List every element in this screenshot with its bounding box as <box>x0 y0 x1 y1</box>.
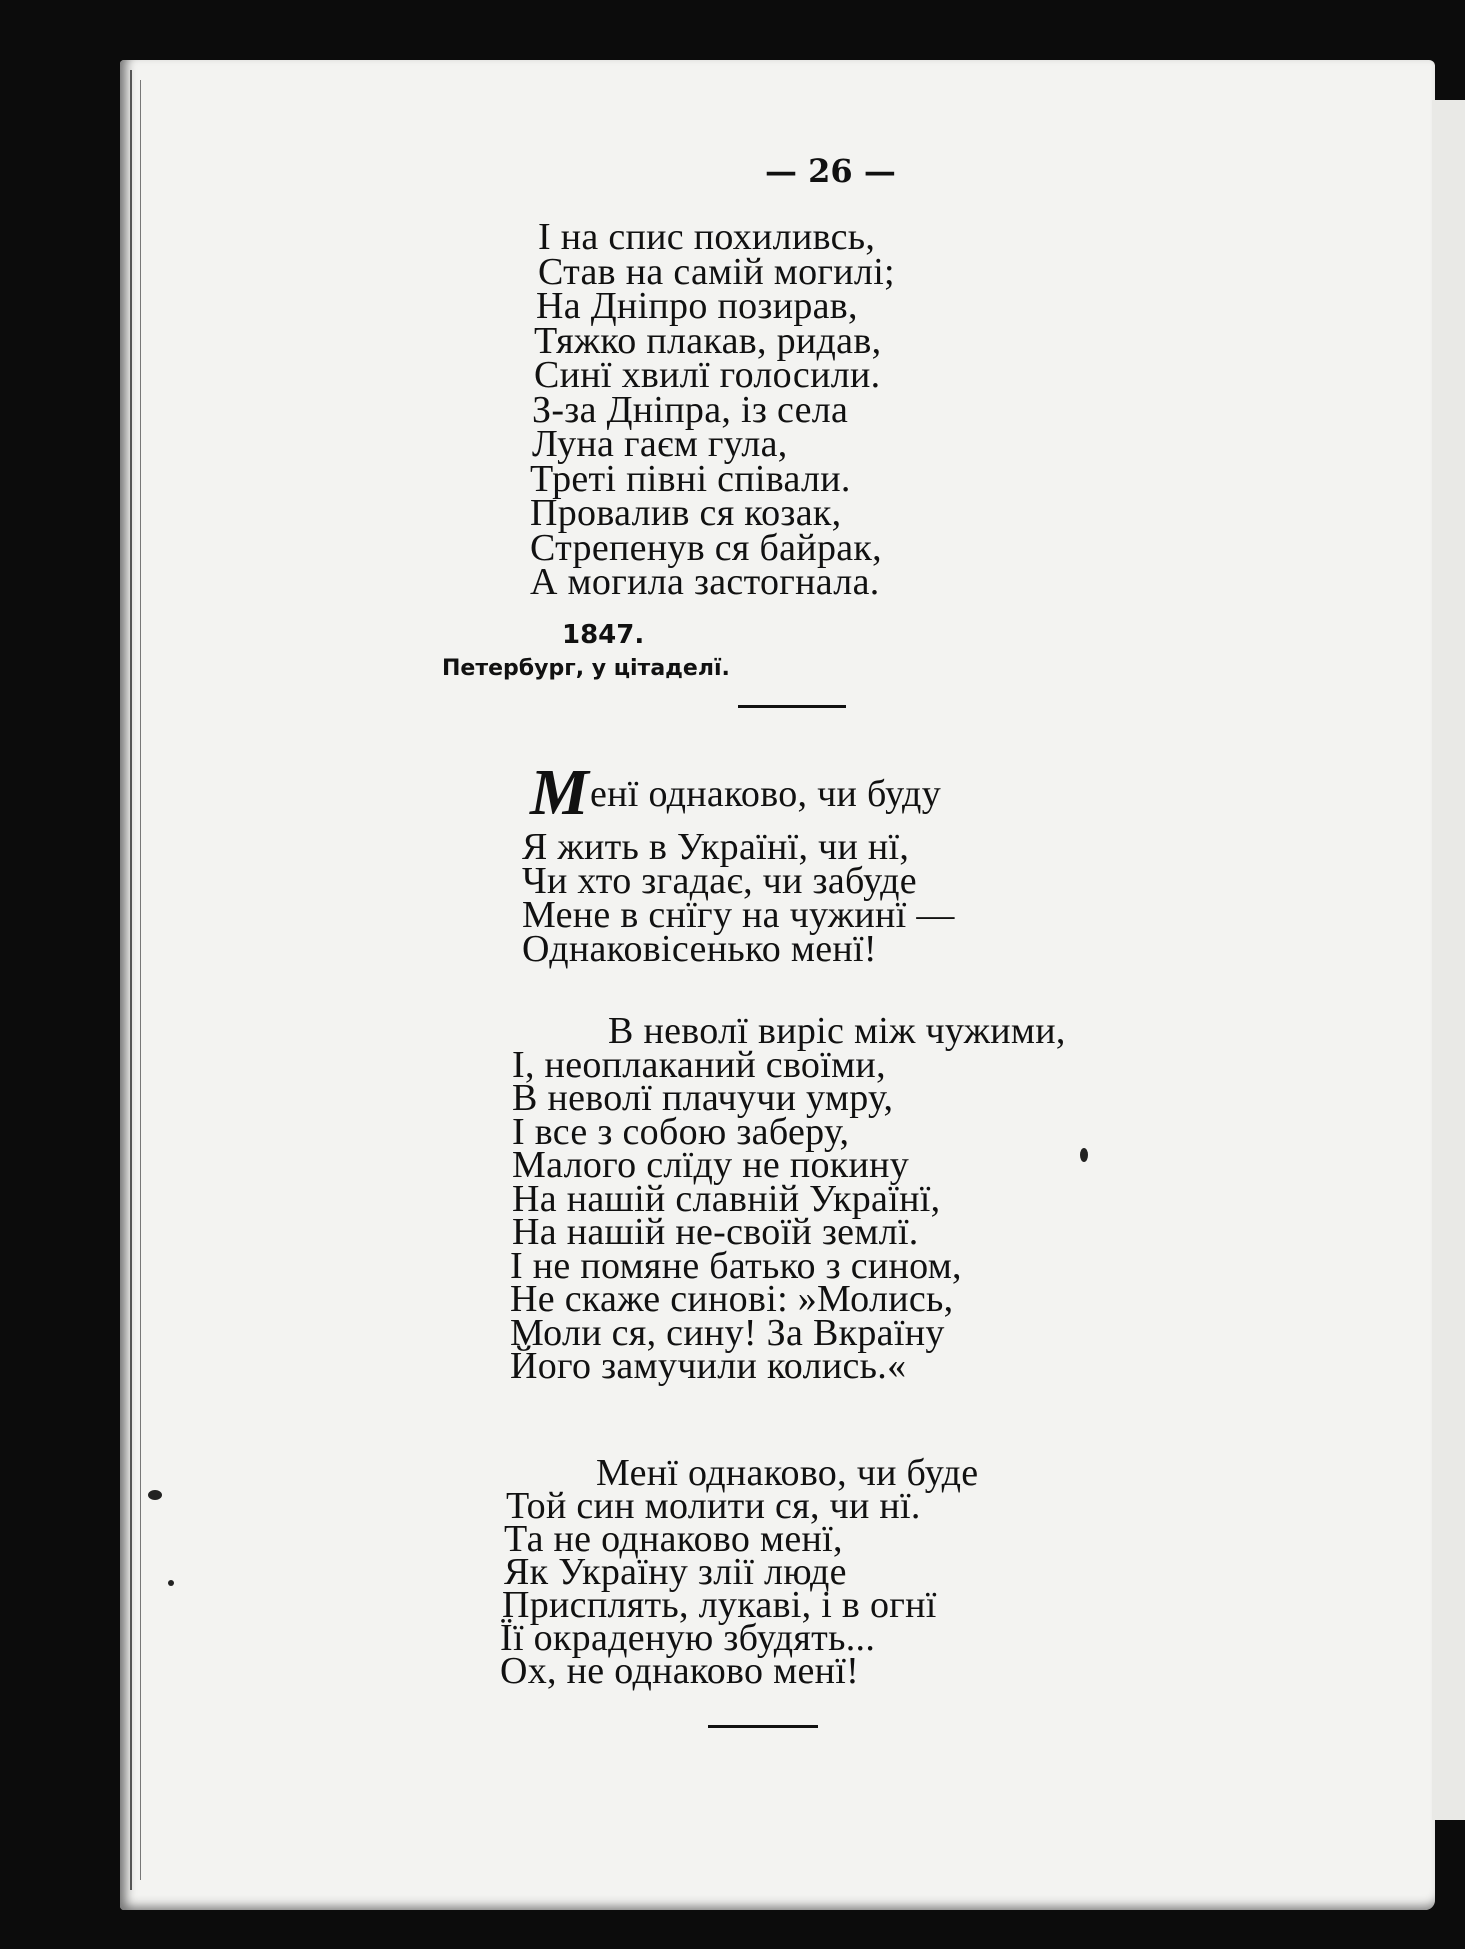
poem-line: Ох, не однаково менї! <box>500 1650 860 1692</box>
section-divider <box>738 705 846 708</box>
poem-line: Я жить в Українї, чи нї, <box>522 826 910 868</box>
poem-line: І все з собою заберу, <box>512 1110 850 1153</box>
poem-line: Присплять, лукаві, і в огнї <box>502 1584 937 1626</box>
poem-line: Малого слїду не покину <box>512 1144 910 1186</box>
page-edge-line <box>140 80 141 1880</box>
poem-place: Петербург, у цітаделї. <box>442 656 730 681</box>
poem-date: 1847. <box>562 620 645 650</box>
drop-cap: М <box>530 756 589 829</box>
poem-line: Мене в снїгу на чужинї — <box>522 894 955 936</box>
poem-line: І не помяне батько з сином, <box>510 1244 962 1287</box>
poem-line: В неволї виріс між чужими, <box>608 1010 1066 1052</box>
poem-line: А могила застогнала. <box>530 561 880 603</box>
poem-line: Луна гаєм гула, <box>532 423 788 465</box>
ink-speck <box>1080 1148 1088 1162</box>
poem-line: Однаковісенько менї! <box>522 928 877 970</box>
ink-speck <box>148 1490 162 1500</box>
facing-page-edge <box>1432 100 1465 1820</box>
poem-line: Та не однаково менї, <box>504 1518 843 1560</box>
poem-line: Не скаже синові: »Молись, <box>510 1278 954 1320</box>
poem-line: Як Україну злії люде <box>504 1551 847 1593</box>
poem-line: На нашій не-своїй землї. <box>512 1211 919 1253</box>
poem-line: З-за Дніпра, із села <box>532 388 849 431</box>
section-divider <box>708 1725 818 1728</box>
poem-line: Стрепенув ся байрак, <box>530 526 882 569</box>
poem-line: Її окраденую збудять... <box>500 1617 876 1659</box>
poem-line: Провалив ся козак, <box>530 492 842 534</box>
poem-line: Той син молити ся, чи нї. <box>506 1485 921 1527</box>
first-line-text: енї однаково, чи буду <box>590 773 941 815</box>
poem-line: Тяжко плакав, ридав, <box>534 319 882 362</box>
poem-first-line <box>530 756 941 829</box>
poem-line: На нашій славній Українї, <box>512 1177 941 1220</box>
poem-line: Його замучили колись.« <box>510 1345 907 1387</box>
page-edge-line <box>130 70 132 1890</box>
ink-speck <box>168 1580 174 1586</box>
poem-line: На Дніпро позирав, <box>536 285 858 327</box>
poem-line: Треті півні співали. <box>530 457 851 500</box>
poem-line: В неволї плачучи умру, <box>512 1077 894 1119</box>
poem-line: Моли ся, сину! За Вкраїну <box>510 1311 945 1354</box>
poem-line: Чи хто згадає, чи забуде <box>522 860 917 902</box>
poem-line: Менї однаково, чи буде <box>596 1452 979 1494</box>
poem-line: І, неоплаканий своїми, <box>512 1043 886 1086</box>
poem-line: Синї хвилї голосили. <box>534 354 881 396</box>
page-number: — 26 — <box>765 152 896 190</box>
poem-line: Став на самій могилі; <box>538 250 895 293</box>
poem-line: І на спис похиливсь, <box>538 216 876 258</box>
